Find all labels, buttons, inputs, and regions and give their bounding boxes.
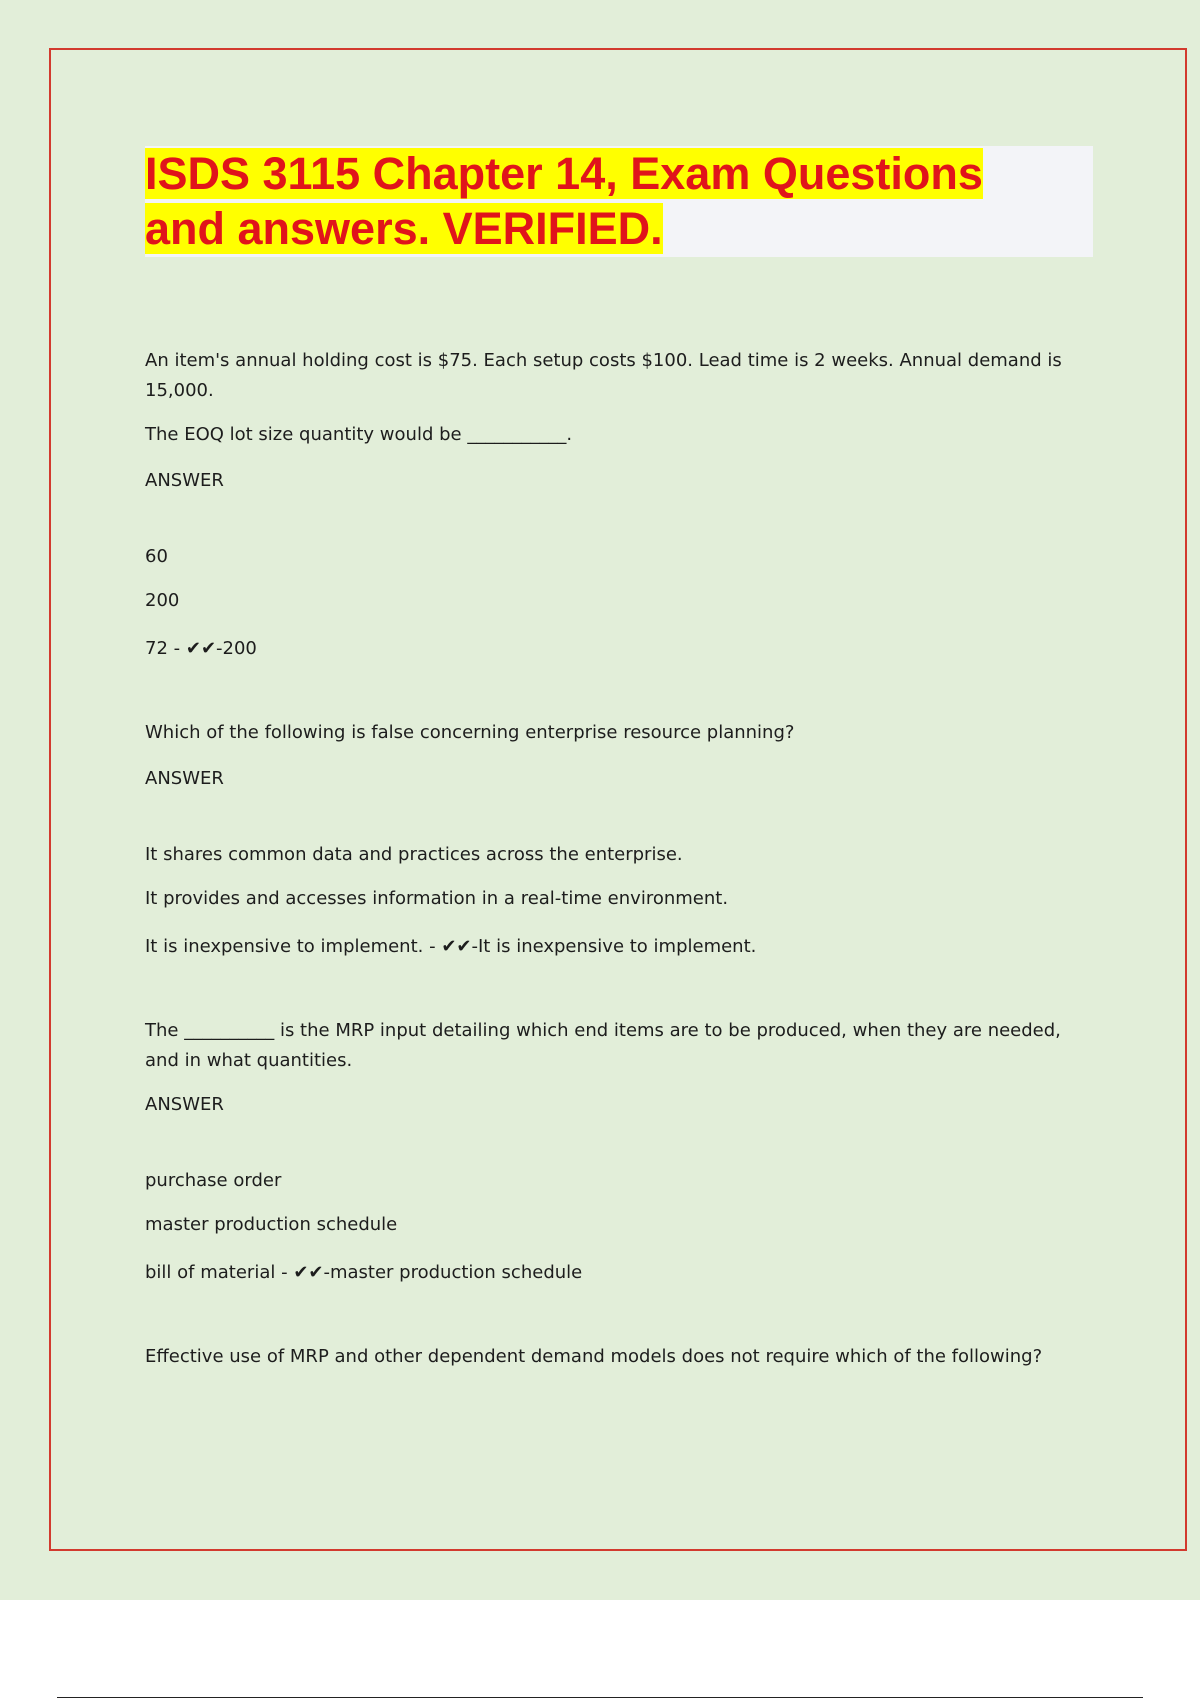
document-body — [145, 346, 1085, 1372]
question-2 — [145, 718, 1085, 962]
answer-label: ANSWER — [145, 1094, 224, 1115]
answer-blank: __________ — [184, 1020, 275, 1041]
option: purchase order — [145, 1170, 282, 1191]
document-title — [145, 146, 1085, 256]
correct-answer: 200 — [222, 638, 257, 659]
prompt-after-blank: is the MRP input detailing which end items are to be produced, when they are needed, and in what quantities. — [145, 1020, 1061, 1071]
question-4-prompt: Effective use of MRP and other dependent demand models does not require which of the following? — [145, 1346, 1043, 1367]
check-mark-icon: ✔✔ — [185, 638, 217, 659]
check-mark-icon: ✔✔ — [441, 936, 472, 957]
question-3 — [145, 1016, 1085, 1288]
option-text: 72 — [145, 638, 168, 659]
answer-label: ANSWER — [145, 768, 224, 789]
answer-label: ANSWER — [145, 470, 224, 491]
question-1-prompt-2: The EOQ lot size quantity would be ___________. — [145, 424, 573, 445]
option-with-answer: 72 - ✔✔-200 — [145, 638, 257, 659]
option: 200 — [145, 590, 180, 611]
option: 60 — [145, 546, 168, 567]
question-1 — [145, 346, 1085, 664]
question-2-prompt: Which of the following is false concerning enterprise resource planning? — [145, 722, 795, 743]
option: It provides and accesses information in a real-time environment. — [145, 888, 729, 909]
question-3-prompt — [145, 1016, 1085, 1076]
option: It shares common data and practices across the enterprise. — [145, 844, 683, 865]
title-line-1: ISDS 3115 Chapter 14, Exam Questions — [145, 148, 983, 199]
option-with-answer: It is inexpensive to implement. - ✔✔-It is inexpensive to implement. — [145, 936, 757, 957]
option: master production schedule — [145, 1214, 398, 1235]
question-1-prompt: An item's annual holding cost is $75. Each setup costs $100. Lead time is 2 weeks. Annual demand is 15,000. — [145, 350, 1062, 401]
option-with-answer: bill of material - ✔✔-master production schedule — [145, 1262, 583, 1283]
correct-answer: It is inexpensive to implement. — [478, 936, 757, 957]
check-mark-icon: ✔✔ — [293, 1262, 324, 1283]
option-text: bill of material — [145, 1262, 276, 1283]
title-line-2: and answers. VERIFIED. — [145, 203, 663, 254]
correct-answer: master production schedule — [329, 1262, 583, 1283]
prompt-before-blank: The — [145, 1020, 179, 1041]
option-text: It is inexpensive to implement. — [145, 936, 424, 957]
question-4 — [145, 1342, 1085, 1372]
footer-divider — [57, 1697, 1143, 1698]
